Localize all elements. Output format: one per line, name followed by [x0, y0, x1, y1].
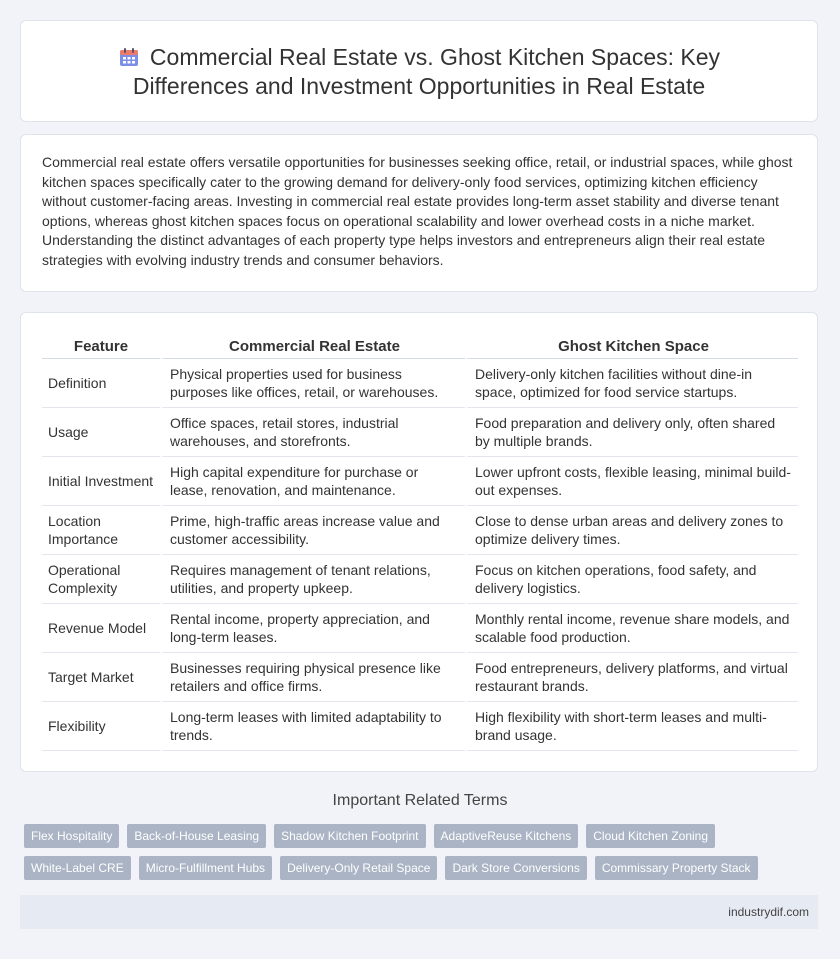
row-feature: Target Market [42, 653, 160, 702]
intro-paragraph: Commercial real estate offers versatile opportunities for businesses seeking office, retail, or industrial spaces, while ghost kitchen spaces specifically cater to the growing demand for delivery-only food services, optimizing kitchen efficiency without customer-facing areas. Investing in commercial real estate provides long-term asset stability and diverse tenant options, whereas ghost kitchen spaces focus on operational scalability and lower overhead costs in a niche market. Understanding the distinct advantages of each property type helps investors and entrepreneurs align their real estate strategies with evolving industry trends and consumer behaviors. [42, 154, 793, 268]
page-title-text: Commercial Real Estate vs. Ghost Kitchen Spaces: Key Differences and Investment Opportunities in Real Estate [132, 44, 721, 99]
tag-link[interactable]: Commissary Property Stack [595, 856, 758, 880]
row-commercial: Businesses requiring physical presence like retailers and office firms. [160, 653, 465, 702]
row-feature: Revenue Model [42, 604, 160, 653]
row-feature: Initial Investment [42, 457, 160, 506]
intro-card [20, 134, 818, 292]
tag-link[interactable]: AdaptiveReuse Kitchens [434, 824, 579, 848]
row-commercial: Prime, high-traffic areas increase value and customer accessibility. [160, 506, 465, 555]
tag-link[interactable]: Back-of-House Leasing [127, 824, 266, 848]
tag-link[interactable]: Micro-Fulfillment Hubs [139, 856, 272, 880]
row-commercial: Rental income, property appreciation, and long-term leases. [160, 604, 465, 653]
comparison-table [42, 331, 798, 751]
tag-row [24, 824, 824, 848]
tag-row [24, 856, 824, 880]
row-commercial: Physical properties used for business purposes like offices, retail, or warehouses. [160, 359, 465, 408]
row-feature: Definition [42, 359, 160, 408]
row-feature: Flexibility [42, 702, 160, 751]
row-ghost-kitchen: Monthly rental income, revenue share models, and scalable food production. [465, 604, 798, 653]
related-terms-list [24, 824, 824, 888]
tag-link[interactable]: Dark Store Conversions [445, 856, 586, 880]
row-ghost-kitchen: Lower upfront costs, flexible leasing, minimal build-out expenses. [465, 457, 798, 506]
calendar-icon [118, 46, 140, 68]
row-ghost-kitchen: Delivery-only kitchen facilities without dine-in space, optimized for food service startups. [465, 359, 798, 408]
table-row [42, 555, 798, 604]
comparison-card [20, 312, 818, 772]
table-header-row [42, 331, 798, 359]
tag-link[interactable]: White-Label CRE [24, 856, 131, 880]
row-commercial: Office spaces, retail stores, industrial warehouses, and storefronts. [160, 408, 465, 457]
tag-link[interactable]: Flex Hospitality [24, 824, 119, 848]
table-row [42, 408, 798, 457]
page-title [61, 43, 777, 101]
footer [20, 895, 818, 929]
table-row [42, 604, 798, 653]
table-row [42, 457, 798, 506]
row-feature: Operational Complexity [42, 555, 160, 604]
header-ghost-kitchen-space: Ghost Kitchen Space [465, 331, 798, 359]
related-terms-heading: Important Related Terms [332, 792, 508, 809]
table-row [42, 359, 798, 408]
row-feature: Usage [42, 408, 160, 457]
row-ghost-kitchen: Food entrepreneurs, delivery platforms, and virtual restaurant brands. [465, 653, 798, 702]
row-ghost-kitchen: Food preparation and delivery only, often shared by multiple brands. [465, 408, 798, 457]
table-row [42, 506, 798, 555]
tag-link[interactable]: Shadow Kitchen Footprint [274, 824, 425, 848]
row-ghost-kitchen: High flexibility with short-term leases and multi-brand usage. [465, 702, 798, 751]
tag-link[interactable]: Cloud Kitchen Zoning [586, 824, 715, 848]
row-commercial: Requires management of tenant relations, utilities, and property upkeep. [160, 555, 465, 604]
table-row [42, 702, 798, 751]
row-commercial: High capital expenditure for purchase or lease, renovation, and maintenance. [160, 457, 465, 506]
header-commercial-real-estate: Commercial Real Estate [160, 331, 465, 359]
row-ghost-kitchen: Focus on kitchen operations, food safety, and delivery logistics. [465, 555, 798, 604]
row-ghost-kitchen: Close to dense urban areas and delivery zones to optimize delivery times. [465, 506, 798, 555]
row-feature: Location Importance [42, 506, 160, 555]
header-feature: Feature [42, 331, 160, 359]
title-card [20, 20, 818, 122]
row-commercial: Long-term leases with limited adaptability to trends. [160, 702, 465, 751]
tag-link[interactable]: Delivery-Only Retail Space [280, 856, 437, 880]
footer-site-link[interactable]: industrydif.com [728, 905, 809, 919]
table-row [42, 653, 798, 702]
